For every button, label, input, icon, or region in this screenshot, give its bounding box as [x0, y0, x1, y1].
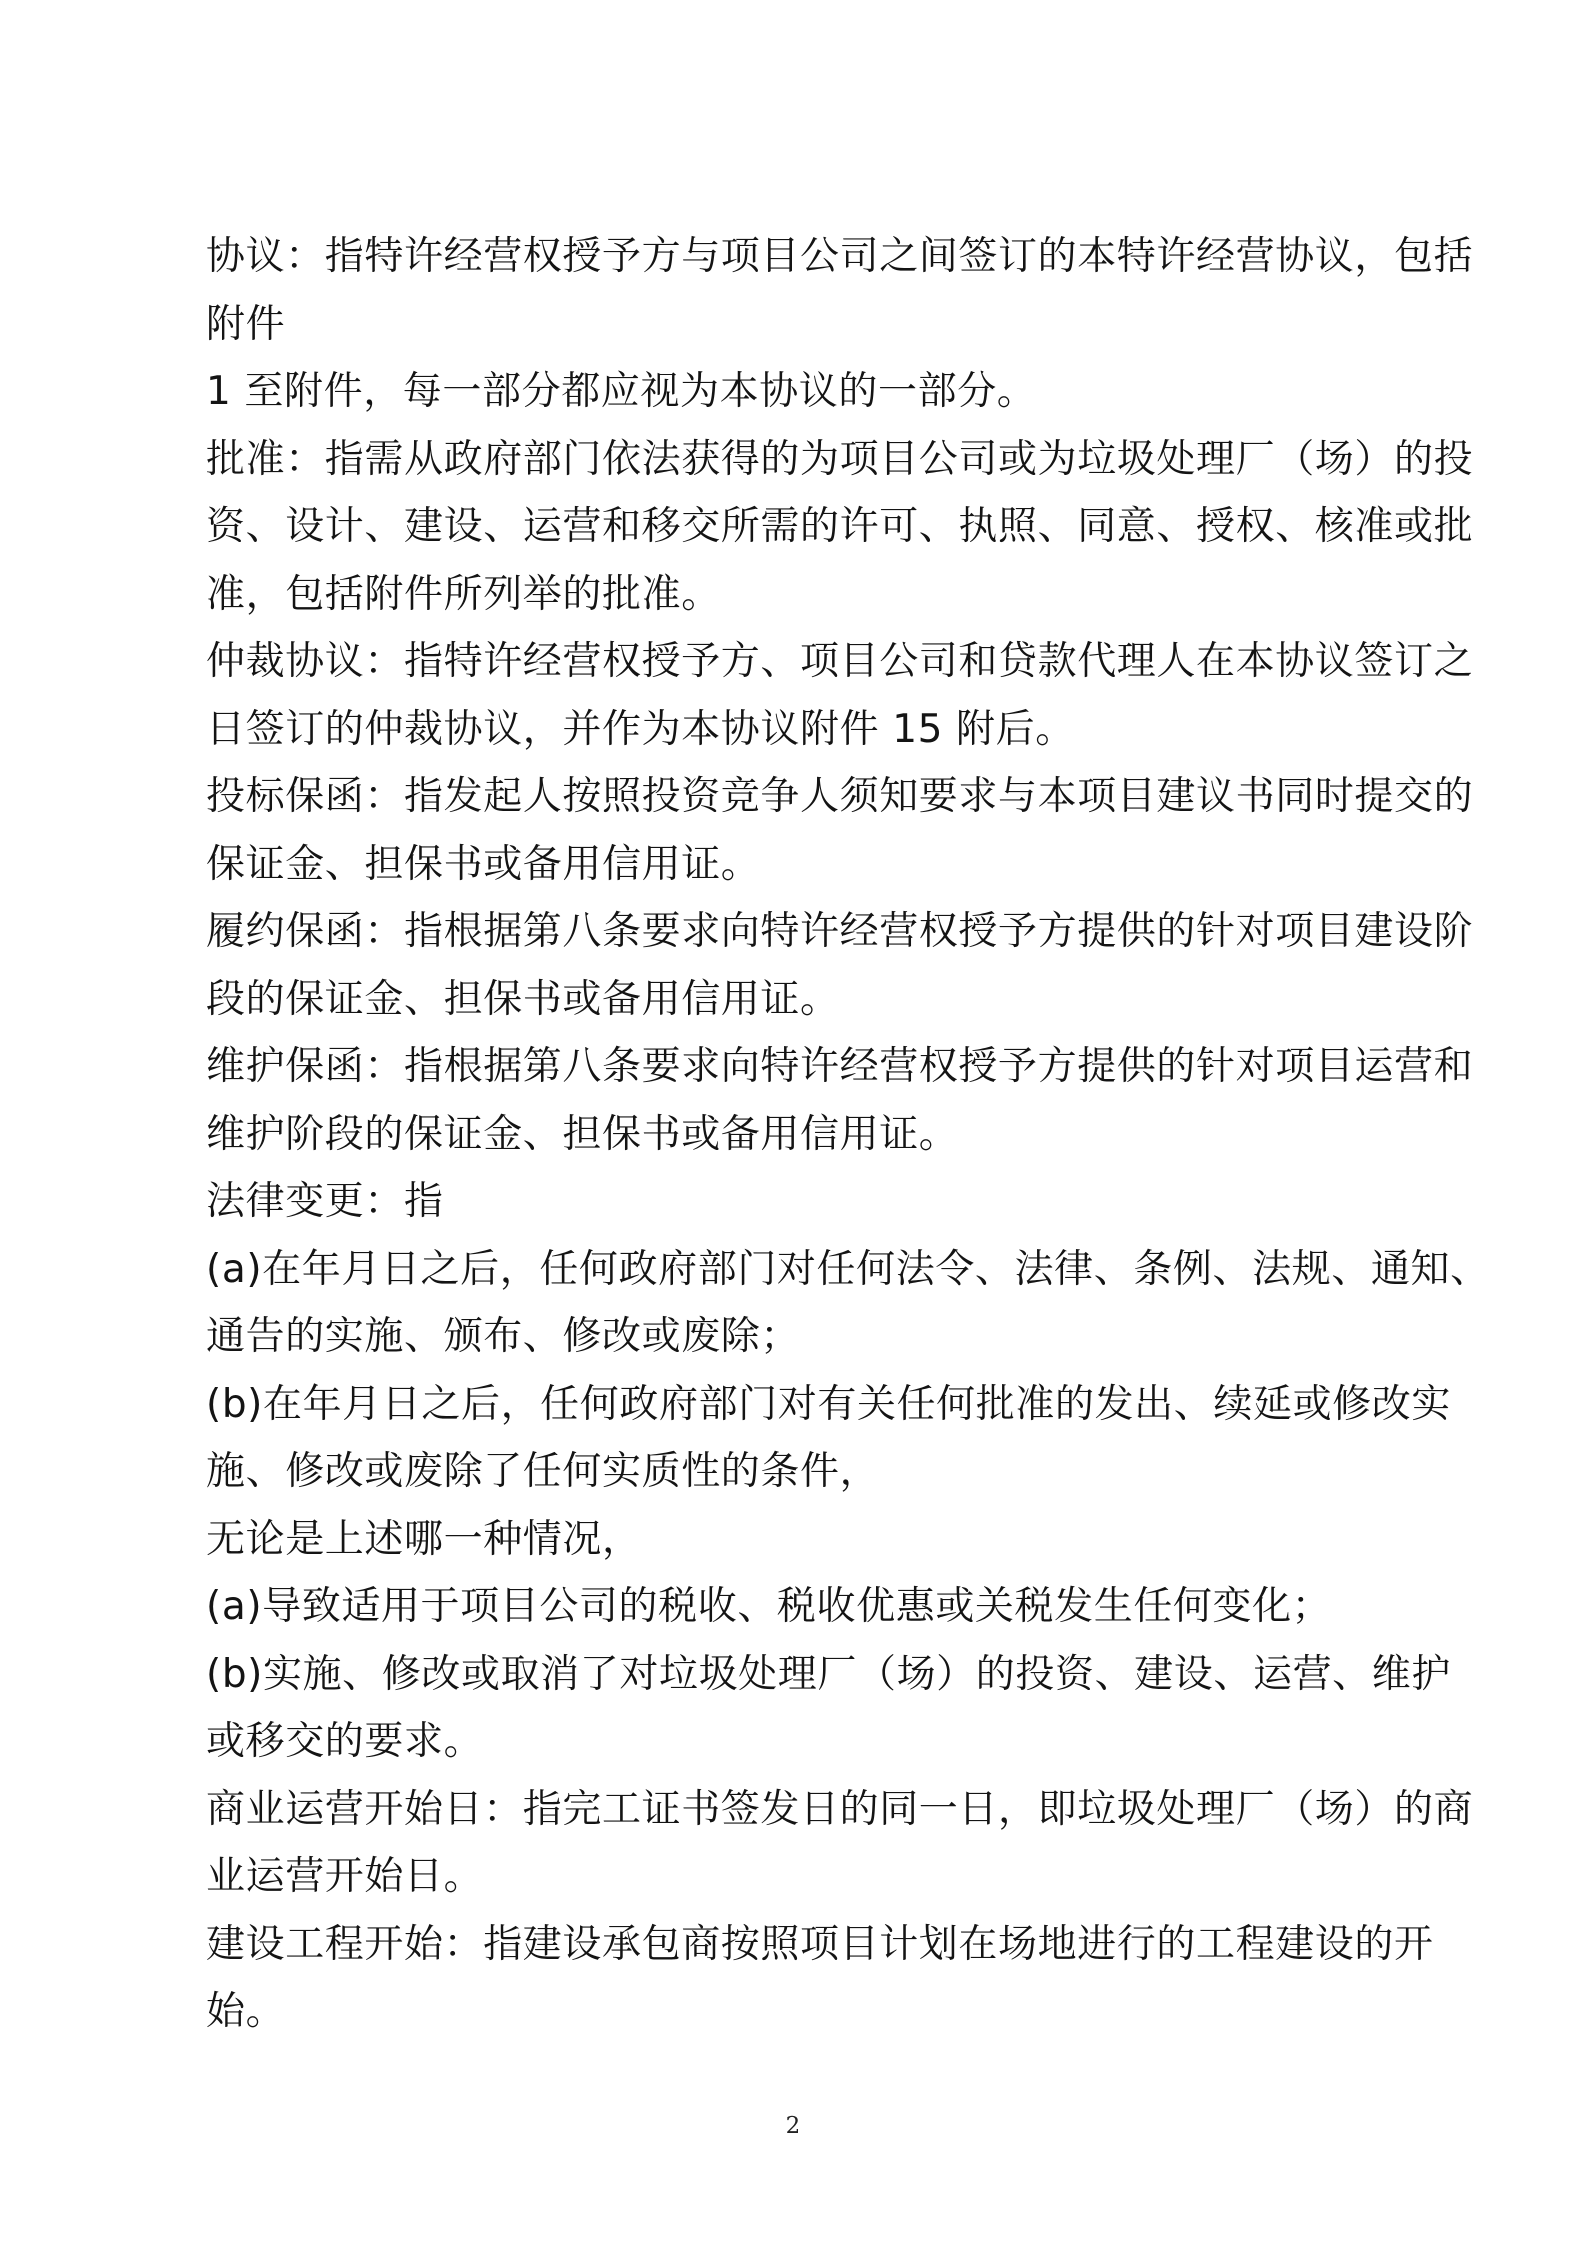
- text-line: 附件: [206, 301, 286, 347]
- text-line: 施、修改或废除了任何实质性的条件，: [206, 1449, 880, 1494]
- text-line: 日签订的仲裁协议，并作为本协议附件 15 附后。: [206, 706, 1075, 752]
- page-number: 2: [785, 2113, 801, 2139]
- text-line: (b)在年月日之后，任何政府部门对有关任何批准的发出、续延或修改实: [206, 1381, 1451, 1427]
- text-line: 业运营开始日。: [206, 1854, 484, 1899]
- document-body: [206, 223, 1490, 2046]
- text-line: 保证金、担保书或备用信用证。: [206, 841, 761, 887]
- text-line: 准，包括附件所列举的批准。: [206, 571, 721, 617]
- text-line: 1 至附件，每一部分都应视为本协议的一部分。: [206, 369, 1037, 414]
- text-line: 批准：指需从政府部门依法获得的为项目公司或为垃圾处理厂（场）的投: [206, 436, 1474, 482]
- text-line: 建设工程开始：指建设承包商按照项目计划在场地进行的工程建设的开: [206, 1921, 1434, 1967]
- text-line: 仲裁协议：指特许经营权授予方、项目公司和贷款代理人在本协议签订之: [206, 639, 1474, 684]
- text-line: 协议：指特许经营权授予方与项目公司之间签订的本特许经营协议，包括: [206, 234, 1474, 279]
- text-line: 通告的实施、颁布、修改或废除；: [206, 1314, 801, 1359]
- text-line: 维护阶段的保证金、担保书或备用信用证。: [206, 1111, 959, 1157]
- text-line: 无论是上述哪一种情况，: [206, 1516, 642, 1562]
- text-line: 商业运营开始日：指完工证书签发日的同一日，即垃圾处理厂（场）的商: [206, 1786, 1474, 1832]
- text-line: 投标保函：指发起人按照投资竞争人须知要求与本项目建议书同时提交的: [206, 774, 1474, 819]
- text-line: 资、设计、建设、运营和移交所需的许可、执照、同意、授权、核准或批: [206, 504, 1474, 549]
- text-line: 始。: [206, 1989, 286, 2034]
- text-line: 或移交的要求。: [206, 1719, 484, 1764]
- text-line: 段的保证金、担保书或备用信用证。: [206, 976, 840, 1022]
- text-line: 维护保函：指根据第八条要求向特许经营权授予方提供的针对项目运营和: [206, 1044, 1474, 1089]
- text-line: (a)在年月日之后，任何政府部门对任何法令、法律、条例、法规、通知、: [206, 1246, 1490, 1292]
- text-line: 履约保函：指根据第八条要求向特许经营权授予方提供的针对项目建设阶: [206, 909, 1474, 954]
- text-line: 法律变更：指: [206, 1179, 444, 1224]
- text-line: (b)实施、修改或取消了对垃圾处理厂（场）的投资、建设、运营、维护: [206, 1651, 1451, 1697]
- text-line: (a)导致适用于项目公司的税收、税收优惠或关税发生任何变化；: [206, 1584, 1332, 1629]
